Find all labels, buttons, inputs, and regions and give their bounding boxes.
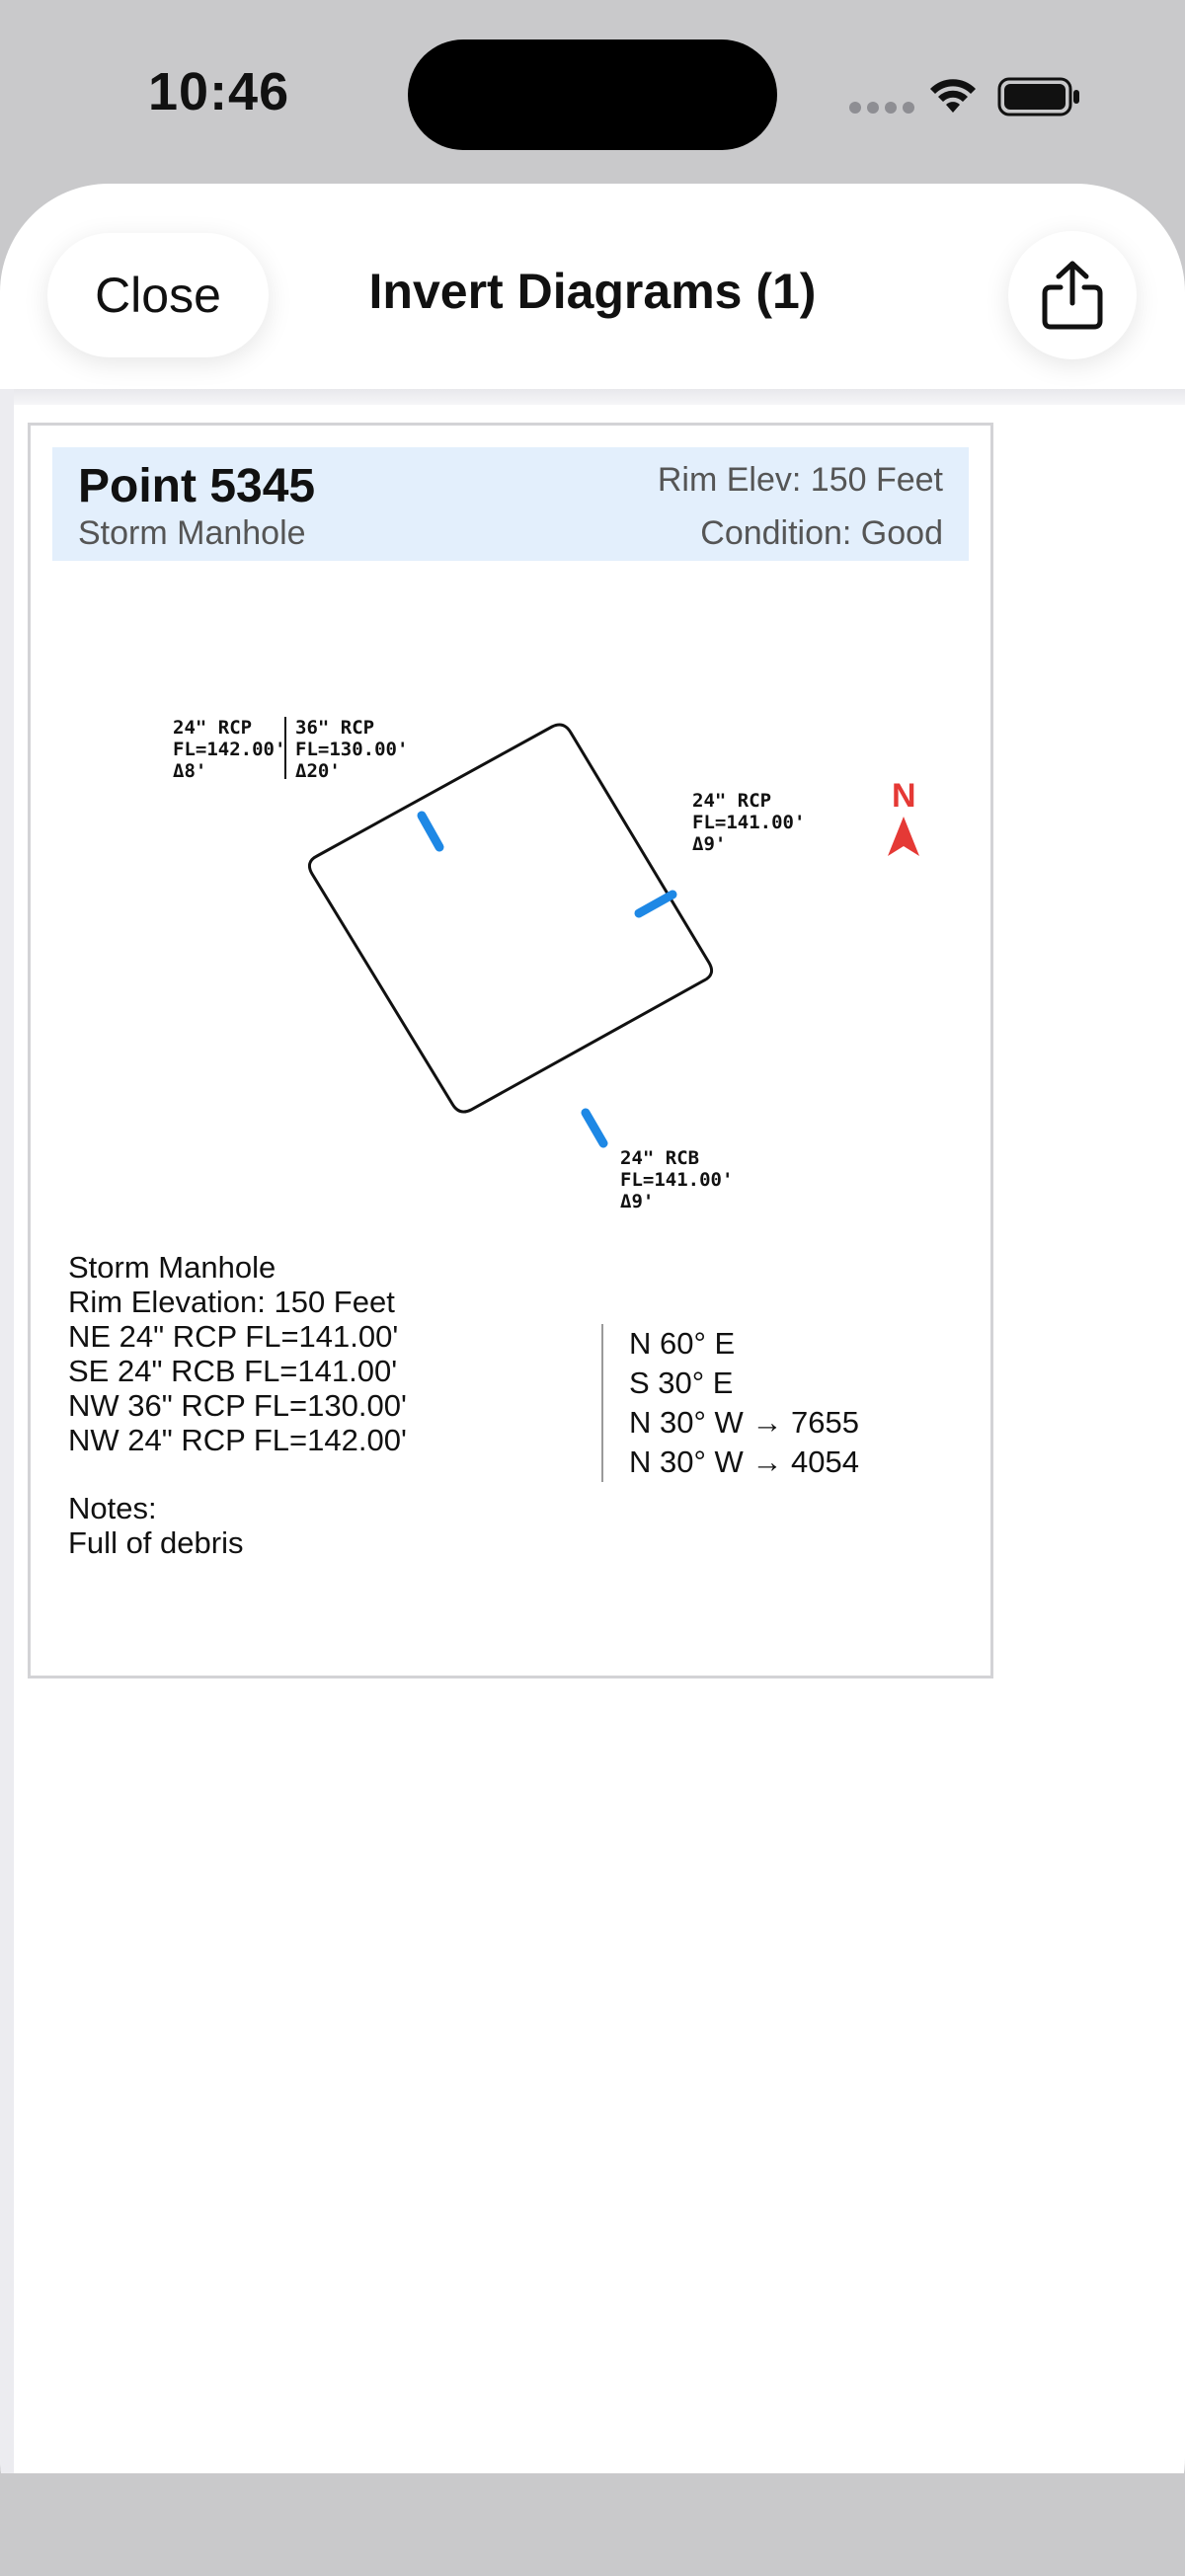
cellular-signal-icon	[849, 102, 914, 114]
north-label: N	[892, 777, 916, 815]
share-button[interactable]	[1008, 231, 1137, 359]
status-bar	[0, 0, 1185, 188]
condition: Condition: Good	[700, 514, 943, 552]
label-nw-24-size: 24" RCP	[173, 717, 253, 739]
label-nw-36-fl: FL=130.00'	[295, 739, 409, 760]
close-button[interactable]: Close	[47, 233, 269, 357]
rim-elevation: Rim Elev: 150 Feet	[657, 461, 943, 499]
pipe-ne-24	[639, 895, 672, 913]
north-arrow-icon	[888, 817, 919, 856]
status-time: 10:46	[148, 62, 290, 121]
desc-line: NW 24" RCP FL=142.00'	[68, 1423, 407, 1457]
desc-line: Storm Manhole	[68, 1250, 276, 1285]
bearing-item: N 60° E	[629, 1326, 736, 1361]
sheet-title: Invert Diagrams (1)	[368, 264, 817, 319]
pipe-se-24	[586, 1113, 603, 1143]
label-ne-24-delta: Δ9'	[692, 833, 727, 855]
dynamic-island	[408, 39, 777, 150]
label-ne-24-fl: FL=141.00'	[692, 812, 806, 833]
manhole-diagram	[31, 564, 990, 1255]
wifi-icon	[928, 77, 978, 115]
label-ne-24-size: 24" RCP	[692, 790, 772, 812]
notes-text: Full of debris	[68, 1525, 244, 1560]
point-type: Storm Manhole	[78, 514, 306, 552]
pipe-nw-24	[422, 816, 439, 847]
background-strip	[0, 2473, 1185, 2576]
desc-line: NE 24" RCP FL=141.00'	[68, 1319, 399, 1354]
point-title: Point 5345	[78, 460, 316, 512]
label-nw-36-delta: Δ20'	[295, 760, 341, 782]
bearing-item: S 30° E	[629, 1366, 734, 1400]
label-se-24-delta: Δ9'	[620, 1191, 655, 1212]
description-block	[68, 1250, 407, 1560]
modal-sheet	[0, 184, 1185, 2576]
desc-line: Rim Elevation: 150 Feet	[68, 1285, 395, 1319]
desc-line: SE 24" RCB FL=141.00'	[68, 1354, 398, 1388]
label-nw-24-delta: Δ8'	[173, 760, 207, 782]
battery-icon	[997, 77, 1082, 117]
bearing-item: N 30° W → 4054	[629, 1444, 859, 1479]
bearing-item: N 30° W → 7655	[629, 1405, 859, 1440]
toolbar-separator	[0, 389, 1185, 405]
card-header	[52, 447, 969, 561]
label-nw-36-size: 36" RCP	[295, 717, 375, 739]
left-gutter	[0, 389, 14, 2576]
label-se-24-size: 24" RCB	[620, 1147, 700, 1169]
label-se-24-fl: FL=141.00'	[620, 1169, 734, 1191]
manhole-outline	[309, 725, 711, 1112]
bearings-list	[601, 1324, 859, 1482]
invert-diagram-card	[28, 423, 993, 1678]
desc-line: NW 36" RCP FL=130.00'	[68, 1388, 407, 1423]
notes-heading: Notes:	[68, 1491, 157, 1525]
share-icon	[1041, 260, 1104, 331]
label-nw-24-fl: FL=142.00'	[173, 739, 286, 760]
